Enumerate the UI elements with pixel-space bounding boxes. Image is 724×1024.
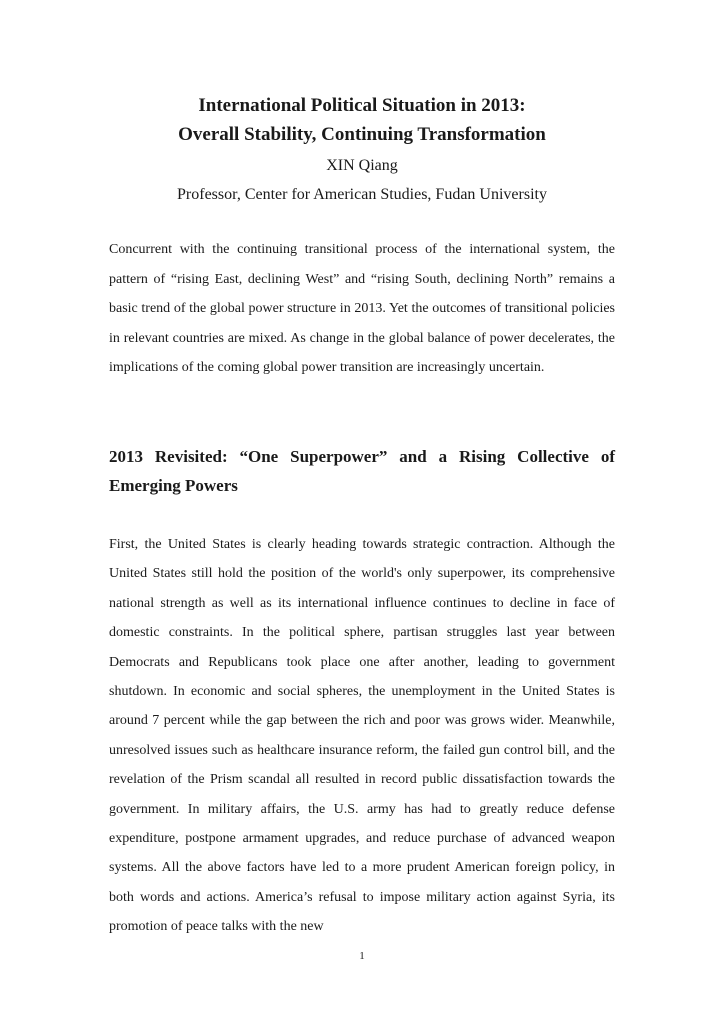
- author-affiliation: Professor, Center for American Studies, Fudan University: [177, 186, 547, 203]
- paper-title-line-1: International Political Situation in 2013:: [198, 95, 526, 116]
- page-number: 1: [359, 950, 365, 962]
- author-name: XIN Qiang: [326, 157, 398, 174]
- abstract-paragraph: Concurrent with the continuing transitional process of the international system, the pattern of “rising East, declining West” and “rising South, declining North” remains a basic trend of the global power structure in 2013. Yet the outcomes of transitional policies in relevant countries are mixed. As change in the global balance of power decelerates, the implications of the coming global power transition are increasingly uncertain.: [109, 242, 615, 375]
- paper-title-line-2: Overall Stability, Continuing Transformation: [178, 124, 546, 145]
- section-body-paragraph: First, the United States is clearly heading towards strategic contraction. Although the United States still hold the position of the world's only superpower, its comprehensive national strength as well as its international influence continues to decline in face of domestic constraints. In the political sphere, partisan struggles last year between Democrats and Republicans took place one after another, leading to government shutdown. In economic and social spheres, the unemployment in the United States is around 7 percent while the gap between the rich and poor was grows wider. Meanwhile, unresolved issues such as healthcare insurance reform, the failed gun control bill, and the revelation of the Prism scandal all resulted in record public dissatisfaction towards the government. In military affairs, the U.S. army has had to greatly reduce defense expenditure, postpone armament upgrades, and reduce purchase of advanced weapon systems. All the above factors have led to a more prudent American foreign policy, in both words and actions. America’s refusal to impose military action against Syria, its promotion of peace talks with the new: [109, 537, 615, 935]
- section-heading: 2013 Revisited: “One Superpower” and a Rising Collective of Emerging Powers: [109, 447, 615, 495]
